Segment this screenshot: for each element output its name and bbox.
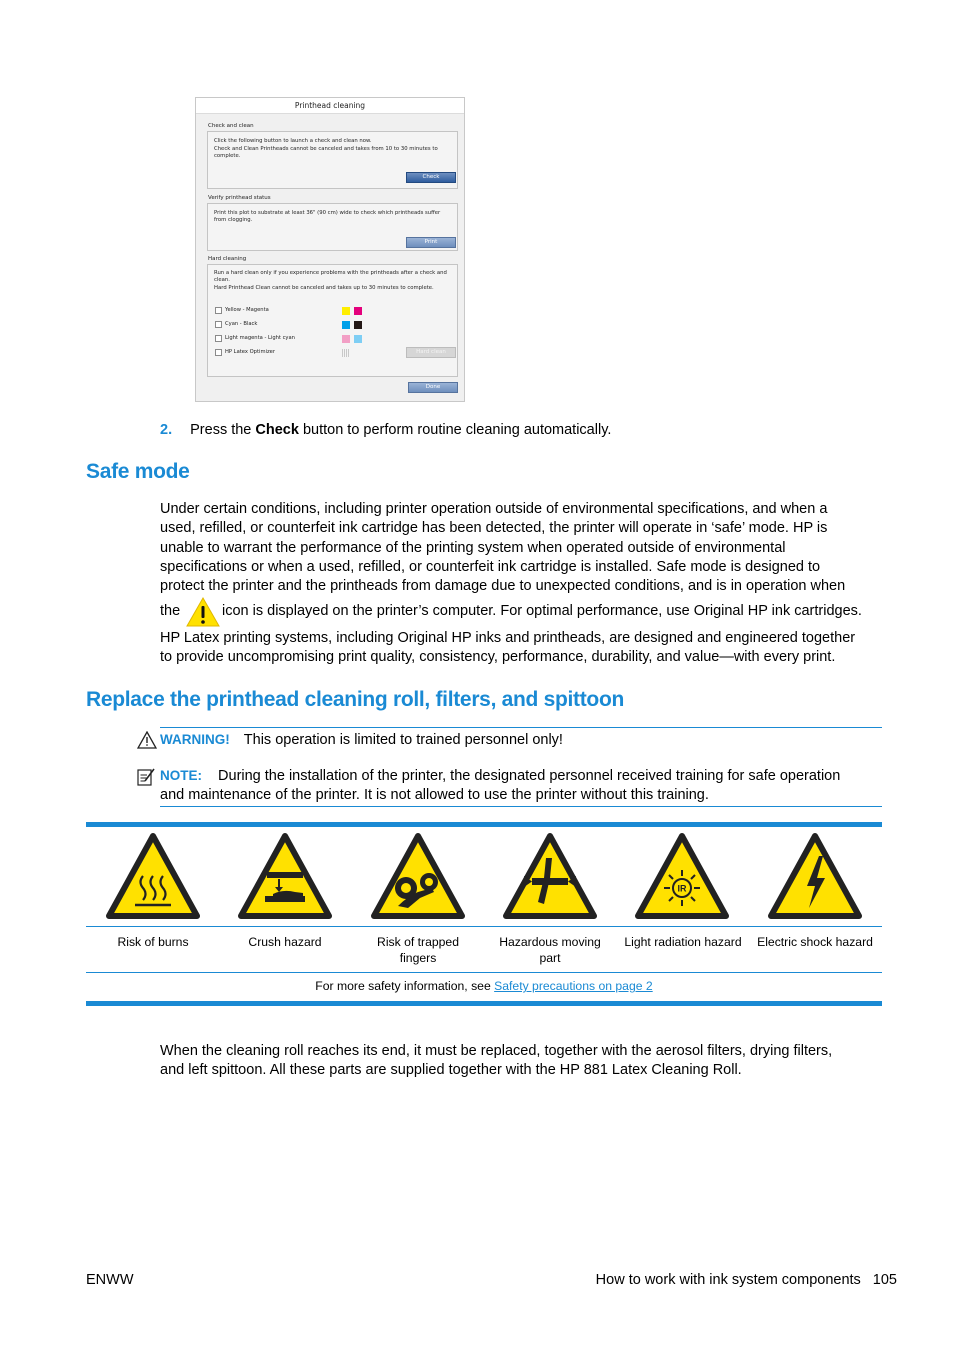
hazard-caption-trapped-line-1: Risk of trapped	[377, 935, 459, 949]
hazard-caption-moving-line-1: Hazardous moving	[499, 935, 601, 949]
warning-triangle-icon	[185, 596, 221, 628]
hazard-caption-burns-line-1: Risk of burns	[117, 935, 189, 949]
hazard-caption-light-radiation	[619, 934, 747, 950]
verify-section-label: Verify printhead status	[208, 195, 271, 201]
replace-heading: Replace the printhead cleaning roll, filters, and spittoon	[86, 688, 625, 711]
yellow-magenta-label: Yellow - Magenta	[225, 307, 269, 313]
safe-mode-paragraph	[160, 500, 845, 596]
safety-reference	[86, 979, 882, 993]
closing-line-2: and left spittoon. All these parts are supplied together with the HP 881 Latex Cleaning Roll.	[160, 1062, 742, 1079]
note-line-1: During the installation of the printer, the designated personnel received training for safe operation	[218, 768, 841, 784]
check-section-box	[207, 131, 458, 189]
step-text-after: button to perform routine cleaning automatically.	[298, 422, 612, 438]
hard-text-2: Hard Printhead Clean cannot be canceled and takes up to 30 minutes to complete.	[214, 285, 434, 291]
safe-mode-icon-line-rest: icon is displayed on the printer’s computer. For optimal performance, use Original HP ink cartridges.	[222, 603, 862, 619]
hard-clean-button[interactable]: Hard clean	[406, 347, 456, 358]
verify-section-box	[207, 203, 458, 251]
check-button[interactable]: Check	[406, 172, 456, 183]
closing-line-1: When the cleaning roll reaches its end, it must be replaced, together with the aerosol filters, drying filters,	[160, 1043, 833, 1059]
cyan-black-label: Cyan - Black	[225, 321, 258, 327]
safe-mode-line-1: Under certain conditions, including printer operation outside of environmental specifications, and when a	[160, 501, 828, 517]
crush-icon	[237, 832, 333, 920]
light-magenta-light-cyan-label: Light magenta - Light cyan	[225, 335, 295, 341]
safe-mode-line-3: unable to warrant the performance of the printing system when operated outside of environmental	[160, 539, 786, 556]
step-number: 2.	[160, 422, 173, 438]
hazard-caption-moving-line-2: part	[539, 951, 561, 965]
optimizer-checkbox[interactable]	[215, 349, 222, 356]
hazard-caption-electric-shock	[751, 934, 879, 950]
safe-mode-p2-line-1: HP Latex printing systems, including Original HP inks and printheads, are designed and engineered together	[160, 630, 856, 646]
footer-right	[596, 1272, 897, 1288]
hazard-caption-trapped-line-2: fingers	[399, 951, 437, 965]
note-row	[160, 766, 840, 786]
warning-top-rule	[160, 727, 882, 728]
footer-section-title: How to work with ink system components	[595, 1272, 861, 1288]
light-radiation-icon	[634, 832, 730, 920]
hard-text-1: Run a hard clean only if you experience problems with the printheads after a check and clean.	[214, 270, 447, 283]
done-button[interactable]: Done	[408, 382, 458, 393]
hazard-caption-crush-line-1: Crush hazard	[248, 935, 322, 949]
check-text-2: Check and Clean Printheads cannot be canceled and takes from 10 to 30 minutes to complete.	[214, 146, 438, 159]
step-bold: Check	[255, 422, 299, 438]
warning-label: WARNING!	[160, 732, 230, 747]
safe-mode-line-4: specifications or when a used, refilled, or counterfeit ink cartridge is installed. Safe mode is designed to	[160, 558, 821, 575]
warning-row	[160, 730, 563, 750]
dialog-title: Printhead cleaning	[294, 101, 366, 110]
burns-icon	[105, 832, 201, 920]
light-magenta-swatch	[342, 335, 350, 343]
electric-shock-icon	[767, 832, 863, 920]
footer-page-number: 105	[872, 1272, 897, 1288]
hazard-caption-light-line-1: Light radiation hazard	[624, 935, 742, 949]
printhead-cleaning-dialog	[195, 97, 465, 402]
trapped-fingers-icon	[370, 832, 466, 920]
light-magenta-light-cyan-checkbox[interactable]	[215, 335, 222, 342]
note-line-2: and maintenance of the printer. It is not allowed to use the printer without this training.	[160, 787, 709, 803]
verify-text: Print this plot to substrate at least 36" (90 cm) wide to check which printheads suffer from clogging.	[214, 210, 441, 223]
hard-section-box	[207, 264, 458, 377]
optimizer-label: HP Latex Optimizer	[225, 349, 275, 355]
yellow-magenta-checkbox[interactable]	[215, 307, 222, 314]
yellow-swatch	[342, 307, 350, 315]
safe-mode-paragraph-2	[160, 629, 855, 668]
magenta-swatch	[354, 307, 362, 315]
warning-text: This operation is limited to trained personnel only!	[243, 732, 563, 748]
step-2	[160, 421, 611, 440]
hazard-caption-moving-part	[487, 934, 613, 966]
safe-mode-the-word: the	[160, 603, 181, 619]
hazard-table-top-rule	[86, 822, 882, 827]
safe-mode-line-2: used, refilled, or counterfeit ink cartridge has been detected, the printer will operate in ‘safe’ mode. HP is	[160, 520, 828, 537]
safety-reference-text: For more safety information, see	[315, 979, 495, 993]
cyan-swatch	[342, 321, 350, 329]
check-section-label: Check and clean	[208, 123, 254, 129]
note-label: NOTE:	[160, 768, 202, 783]
safety-precautions-link[interactable]: Safety precautions on page 2	[494, 979, 653, 993]
note-bottom-rule	[160, 806, 882, 807]
step-text-before: Press the	[190, 422, 256, 438]
footer-left: ENWW	[86, 1272, 134, 1288]
hazard-caption-burns	[90, 934, 216, 950]
black-swatch	[354, 321, 362, 329]
cyan-black-checkbox[interactable]	[215, 321, 222, 328]
hazard-table-bottom-rule	[86, 1001, 882, 1006]
moving-part-icon	[502, 832, 598, 920]
svg-text:IR: IR	[677, 883, 687, 894]
hazard-caption-crush	[222, 934, 348, 950]
safe-mode-heading: Safe mode	[86, 460, 190, 483]
hazard-caption-electric-line-1: Electric shock hazard	[757, 935, 873, 949]
hazard-caption-trapped-fingers	[355, 934, 481, 966]
check-text-1: Click the following button to launch a check and clean now.	[214, 138, 372, 144]
hazard-icons-bottom-rule	[86, 926, 882, 927]
light-cyan-swatch	[354, 335, 362, 343]
warning-icon	[137, 731, 157, 749]
note-icon	[136, 767, 156, 787]
safe-mode-line-5: protect the printer and the printheads from damage due to unexpected conditions, and is in operation when	[160, 578, 846, 595]
safe-mode-p2-line-2: to provide uncompromising print quality, consistency, performance, durability, and value—with every print.	[160, 649, 836, 666]
optimizer-swatch	[342, 349, 350, 357]
hard-section-label: Hard cleaning	[208, 256, 247, 262]
print-button[interactable]: Print	[406, 237, 456, 248]
closing-paragraph	[160, 1042, 832, 1081]
hazard-captions-bottom-rule	[86, 972, 882, 973]
